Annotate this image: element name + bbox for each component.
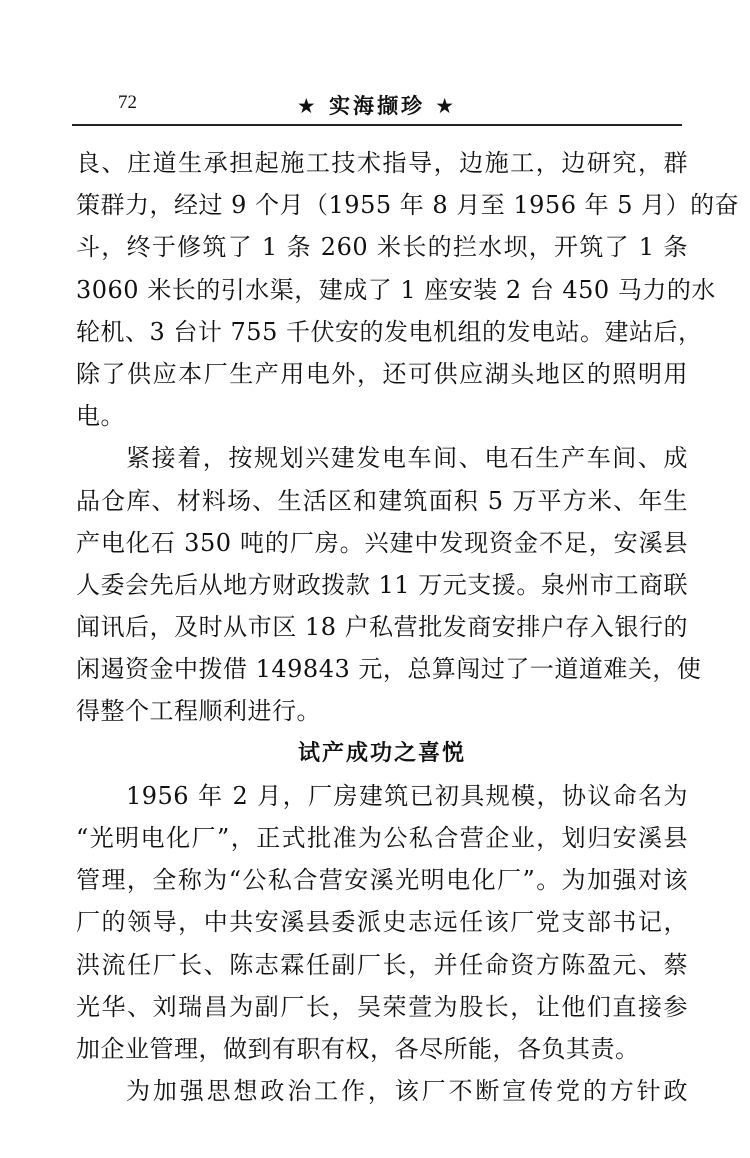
page-header: [72, 90, 682, 126]
text-line: 洪流任厂长、陈志霖任副厂长，并任命资方陈盈元、蔡: [76, 950, 688, 979]
text-line: 产电化石 350 吨的厂房。兴建中发现资金不足，安溪县: [76, 528, 688, 557]
page-number: 72: [118, 92, 137, 113]
text-line: 加企业管理，做到有职有权，各尽所能，各负其责。: [76, 1034, 640, 1063]
text-line: 厂的领导，中共安溪县委派史志远任该厂党支部书记，: [76, 908, 688, 937]
text-line: 管理，全称为“公私合营安溪光明电化厂”。为加强对该: [76, 866, 688, 895]
text-line: 紧接着，按规划兴建发电车间、电石生产车间、成: [126, 444, 688, 473]
text-line: 策群力，经过 9 个月（1955 年 8 月至 1956 年 5 月）的奋: [76, 191, 740, 220]
text-line: 人委会先后从地方财政拨款 11 万元支援。泉州市工商联: [76, 570, 688, 599]
paragraph: [76, 142, 740, 437]
text-line: 除了供应本厂生产用电外，还可供应湖头地区的照明用: [76, 359, 688, 388]
text-line: 电。: [76, 402, 125, 431]
body-text: [76, 142, 740, 1112]
section-heading: 试产成功之喜悦: [297, 740, 466, 766]
running-title: ★ 实海撷珍 ★: [296, 94, 458, 118]
text-line: 为加强思想政治工作，该厂不断宣传党的方针政: [126, 1077, 688, 1106]
text-line: “光明电化厂”，正式批准为公私合营企业，划归安溪县: [76, 824, 688, 852]
text-line: 闲遏资金中拨借 149843 元，总算闯过了一道道难关，使: [76, 655, 702, 684]
paragraph: [76, 437, 702, 732]
text-line: 3060 米长的引水渠，建成了 1 座安装 2 台 450 马力的水: [76, 275, 716, 304]
text-line: 1956 年 2 月，厂房建筑已初具规模，协议命名为: [126, 781, 688, 810]
text-line: 轮机、3 台计 755 千伏安的发电机组的发电站。建站后，: [76, 317, 703, 346]
text-line: 光华、刘瑞昌为副厂长，吴荣萱为股长，让他们直接参: [76, 992, 688, 1021]
paragraph: [76, 775, 688, 1070]
text-line: 得整个工程顺利进行。: [76, 697, 321, 726]
text-line: 闻讯后，及时从市区 18 户私营批发商安排户存入银行的: [76, 613, 688, 642]
text-line: 斗，终于修筑了 1 条 260 米长的拦水坝，开筑了 1 条: [76, 233, 688, 262]
text-line: 品仓库、材料场、生活区和建筑面积 5 万平方米、年生: [76, 486, 688, 515]
text-line: 良、庄道生承担起施工技术指导，边施工，边研究，群: [76, 149, 688, 177]
paragraph: [76, 1070, 688, 1112]
